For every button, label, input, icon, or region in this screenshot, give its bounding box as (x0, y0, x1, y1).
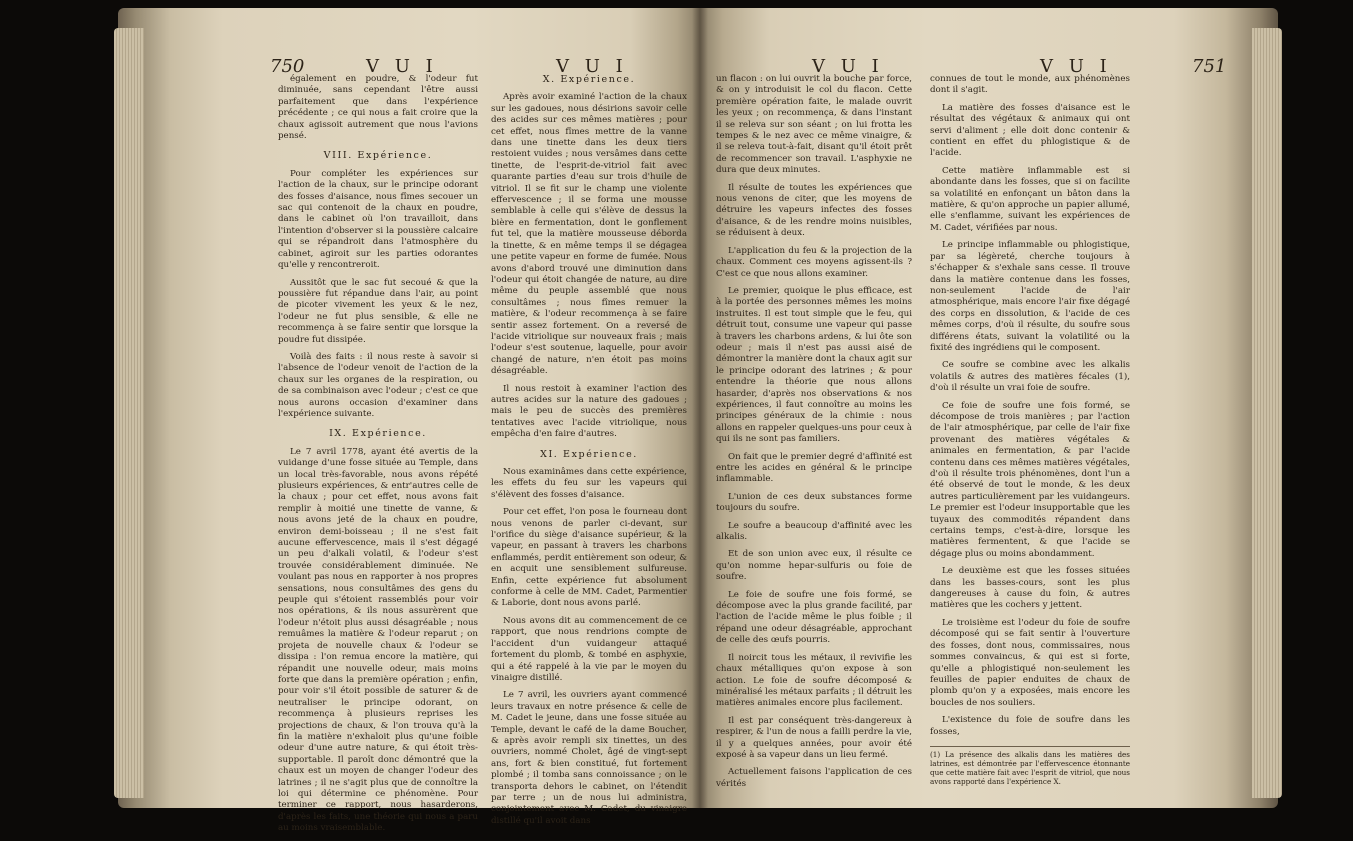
paragraph: Actuellement faisons l'application de ces vérités (716, 767, 912, 789)
paragraph: Nous examinâmes dans cette expérience, les effets du feu sur les vapeurs qui s'élèvent des fosses d'aisance. (491, 467, 687, 500)
left-column-2 (491, 74, 687, 833)
paragraph: Il noircit tous les métaux, il revivifie les chaux métalliques qu'on expose à son action. Le foie de soufre décomposé & minéralisé les métaux parfaits ; il détruit les matières animales encore plus facilement. (716, 652, 912, 709)
paragraph: Aussitôt que le sac fut secoué & que la poussière fut répandue dans l'air, au point de picoter vivement les yeux & le nez, l'odeur ne fut plus sensible, & elle ne recommença à se faire sentir que lorsque la poudre fut dissipée. (278, 277, 478, 345)
paragraph: Pour cet effet, l'on posa le fourneau dont nous venons de parler ci-devant, sur l'orifice du siège d'aisance supérieur, & la vapeur, en passant à travers les charbons enflammés, perdit entièrement son odeur, & en acquit une sensiblement sulfureuse. Enfin, cette expérience fut absolument conforme à celle de MM. Cadet, Parmentier & Laborie, dont nous avons parlé. (491, 507, 687, 609)
right-column-1 (716, 74, 912, 796)
paragraph: Ce soufre se combine avec les alkalis volatils & autres des matières fécales (1), d'où il résulte un vrai foie de soufre. (930, 360, 1130, 394)
paragraph: On fait que le premier degré d'affinité est entre les acides en général & le principe inflammable. (716, 451, 912, 485)
book-spine (692, 8, 708, 808)
paragraph: Le deuxième est que les fosses situées dans les basses-cours, sont les plus dangereuses à cause du foin, & autres matières que les cochers y jettent. (930, 566, 1130, 611)
left-page (118, 8, 700, 834)
paragraph: Le 7 avril, les ouvriers ayant commencé leurs travaux en notre présence & celle de M. Cadet le jeune, dans une fosse située au Temple, devant le café de la dame Boucher, & après avoir rempli six tinettes, un des ouvriers, nommé Cholet, âgé de vingt-sept ans, fort & bien constitué, fut fortement plombé ; il tomba sans connoissance ; on le transporta dehors le cabinet, on l'étendit par terre ; un de nous lui administra, conjointement avec M. Cadet, du vinaigre distillé qu'il avoit dans (491, 690, 687, 826)
footnote (930, 746, 1130, 786)
left-page-edges (114, 28, 144, 798)
section-heading: XI. Expérience. (540, 448, 638, 460)
open-book (118, 8, 1278, 834)
section-heading: X. Expérience. (542, 74, 636, 85)
right-running-head-a: V U I (812, 56, 884, 77)
left-page-number: 750 (270, 56, 305, 77)
paragraph: Le foie de soufre une fois formé, se décompose avec la plus grande facilité, par l'action de l'acide même le plus foible ; il répand une odeur désagréable, approchant de celle des œufs pourris. (716, 589, 912, 646)
paragraph: connues de tout le monde, aux phénomènes dont il s'agit. (930, 74, 1130, 96)
paragraph: Il nous restoit à examiner l'action des autres acides sur la nature des gadoues ; mais le peu de succès des premières tentatives avec l'acide vitriolique, nous empêcha d'en faire d'autres. (491, 383, 687, 440)
paragraph: Et de son union avec eux, il résulte ce qu'on nomme hepar-sulfuris ou foie de soufre. (716, 549, 912, 583)
left-column-1 (278, 74, 478, 841)
paragraph: Le 7 avril 1778, ayant été avertis de la vuidange d'une fosse située au Temple, dans un local très-favorable, nous avons répété plusieurs expériences, & entr'autres celle de la chaux ; pour cet effet, nous avons fait remplir à moitié une tinette de vanne, & nous avons jeté de la chaux en poudre, environ demi-boisseau ; il ne s'est fait aucune effervescence, mais il s'est dégagé un peu d'alkali volatil, & l'odeur s'est trouvée considérablement diminuée. Ne voulant pas nous en rapporter à nos propres sensations, nous consultâmes des gens du peuple qui s'étoient rassemblés pour voir nos opérations, & ils nous assurèrent que l'odeur n'étoit plus aussi désagréable ; nous remuâmes la matière & l'odeur reparut ; on projeta de nouvelle chaux & l'odeur se dissipa : l'on remua encore la matière, qui répandit une nouvelle odeur, mais moins forte que dans la première opération ; enfin, pour voir s'il étoit possible de saturer & de neutraliser le principe odorant, on recommença à plusieurs reprises les projections de chaux, & l'on trouva qu'à la fin la matière n'exhaloit plus qu'une foible odeur d'une autre nature, & qui étoit très-supportable. Il paroît donc démontré que la chaux est un moyen de changer l'odeur des latrines ; il ne s'agit plus que de connoître la loi qui détermine ce phénomène. Pour terminer ce rapport, nous hasarderons, d'après les faits, une théorie qui nous a paru au moins vraisemblable. (278, 446, 478, 834)
paragraph: L'union de ces deux substances forme toujours du soufre. (716, 491, 912, 514)
section-heading: VIII. Expérience. (323, 150, 433, 162)
paragraph: Le soufre a beaucoup d'affinité avec les alkalis. (716, 520, 912, 543)
paragraph: Il résulte de toutes les expériences que nous venons de citer, que les moyens de détruire les vapeurs infectes des fosses d'aisance, & de les rendre moins nuisibles, se réduisent à deux. (716, 182, 912, 239)
paragraph: Après avoir examiné l'action de la chaux sur les gadoues, nous désirions savoir celle des acides sur ces mêmes matières ; pour cet effet, nous fîmes mettre de la vanne dans une tinette dans les deux tiers restoient vuides ; nous versâmes dans cette tinette, de l'esprit-de-vitriol fait avec quarante parties d'eau sur trois d'huile de vitriol. Il se fit sur le champ une violente effervescence ; il se forma une mousse semblable à celle qui s'élève de dessus la bière en fermentation, dont le gonflement fut tel, que la matière mousseuse déborda la tinette, & en même temps il se dégagea une petite vapeur en forme de fumée. Nous avons d'abord trouvé une diminution dans l'odeur qui étoit changée de nature, au dire même du peuple assemblé que nous consultâmes ; nous fîmes remuer la matière, & l'odeur recommença à se faire sentir assez fortement. On a reversé de l'acide vitriolique sur nouveaux frais ; mais l'odeur s'est soutenue, laquelle, pour avoir changé de nature, n'en étoit pas moins désagréable. (491, 92, 687, 377)
paragraph: Nous avons dit au commencement de ce rapport, que nous rendrions compte de l'accident d'un vuidangeur attaqué fortement du plomb, & tombé en asphyxie, qui a été rappelé à la vie par le moyen du vinaigre distillé. (491, 615, 687, 683)
footnote-text: (1) La présence des alkalis dans les matières des latrines, est démontrée par l'effervescence étonnante que cette matière fait avec l'esprit de vitriol, que nous avons rapporté dans l'expérience X. (930, 749, 1130, 786)
left-running-head-b: V U I (556, 56, 628, 77)
paragraph: un flacon : on lui ouvrit la bouche par force, & on y introduisit le col du flacon. Cette première opération faite, le malade ouvrit les yeux ; on recommença, & dans l'instant il se releva sur son séant ; on lui frotta les tempes & le nez avec ce même vinaigre, & il se releva tout-à-fait, disant qu'il étoit prêt de recommencer son travail. L'asphyxie ne dura que deux minutes. (716, 74, 912, 176)
paragraph: L'application du feu & la projection de la chaux. Comment ces moyens agissent-ils ? C'est ce que nous allons examiner. (716, 245, 912, 279)
right-page-edges (1252, 28, 1282, 798)
paragraph: Voilà des faits : il nous reste à savoir si l'absence de l'odeur venoit de l'action de la chaux sur les organes de la respiration, ou de sa combinaison avec l'odeur ; c'est ce que nous aurons occasion d'examiner dans l'expérience suivante. (278, 351, 478, 419)
paragraph: Il est par conséquent très-dangereux à respirer, & l'un de nous a failli perdre la vie, il y a quelques années, pour avoir été exposé à sa vapeur dans un lieu fermé. (716, 715, 912, 760)
paragraph: Le principe inflammable ou phlogistique, par sa légèreté, cherche toujours à s'échapper & s'exhale sans cesse. Il trouve dans la matière contenue dans les fosses, non-seulement l'acide de l'air atmosphérique, mais encore l'air fixe dégagé des corps en dissolution, & l'acide de ces mêmes corps, d'où il résulte, du soufre sous différens états, suivant la volatilité ou la fixité des ingrédiens qui le composent. (930, 240, 1130, 353)
paragraph: L'existence du foie de soufre dans les fosses, (930, 715, 1130, 737)
paragraph: La matière des fosses d'aisance est le résultat des végétaux & animaux qui ont servi d'aliment ; elle doit donc contenir & contient en effet du phlogistique & de l'acide. (930, 102, 1130, 159)
paragraph: Le troisième est l'odeur du foie de soufre décomposé qui se fait sentir à l'ouverture des fosses, dont nous, commissaires, nous sommes convaincus, & qui est si forte, qu'elle a phlogistiqué non-seulement les feuilles de papier enduites de chaux de plomb qu'on y a exposées, mais encore les boucles de nos souliers. (930, 617, 1130, 708)
paragraph: Le premier, quoique le plus efficace, est à la portée des personnes mêmes les moins instruites. Il est tout simple que le feu, qui détruit tout, consume une vapeur qui passe à travers les charbons ardens, & lui ôte son odeur ; mais il n'est pas aussi aisé de démontrer la manière dont la chaux agit sur le principe odorant des latrines ; & pour entendre la théorie que nous allons hasarder, d'après nos observations & nos expériences, il faut connoître au moins les principes généraux de la chimie : nous allons en rappeler quelques-uns pour ceux à qui ils ne sont pas familiers. (716, 285, 912, 445)
section-heading: IX. Expérience. (329, 428, 427, 440)
left-running-head-a: V U I (366, 56, 438, 77)
right-page (700, 8, 1278, 808)
paragraph: Cette matière inflammable est si abondante dans les fosses, que si on facilite sa volatilité en enfonçant un bâton dans la matière, & qu'on approche un papier allumé, elle s'enflamme, suivant les expériences de M. Cadet, vérifiées par nous. (930, 165, 1130, 233)
right-page-number: 751 (1192, 56, 1227, 77)
right-running-head-b: V U I (1040, 56, 1112, 77)
right-column-2 (930, 74, 1130, 792)
paragraph: Pour compléter les expériences sur l'action de la chaux, sur le principe odorant des fosses d'aisance, nous fîmes secouer un sac qui contenoit de la chaux en poudre, dans le cabinet où l'on travailloit, dans l'intention d'observer si la poussière calcaire qui se répandroit dans l'atmosphère du cabinet, agiroit sur les parties odorantes qu'elle y rencontreroit. (278, 168, 478, 271)
paragraph: Ce foie de soufre une fois formé, se décompose de trois manières ; par l'action de l'air atmosphérique, par celle de l'air fixe provenant des matières végétales & animales en fermentation, & par l'acide contenu dans ces mêmes matières végétales, d'où il résulte trois phénomènes, dont l'un a été observé de tout le monde, & les deux autres particulièrement par les vuidangeurs. Le premier est l'odeur insupportable que les tuyaux des commodités répandent dans certains temps, c'est-à-dire, lorsque les matières fermentent, & que l'acide se dégage plus ou moins abondamment. (930, 400, 1130, 559)
paragraph: également en poudre, & l'odeur fut diminuée, sans cependant l'être aussi parfaitement que dans l'expérience précédente ; ce qui nous a fait croire que la chaux agissoit autrement que nous l'avions pensé. (278, 74, 478, 142)
